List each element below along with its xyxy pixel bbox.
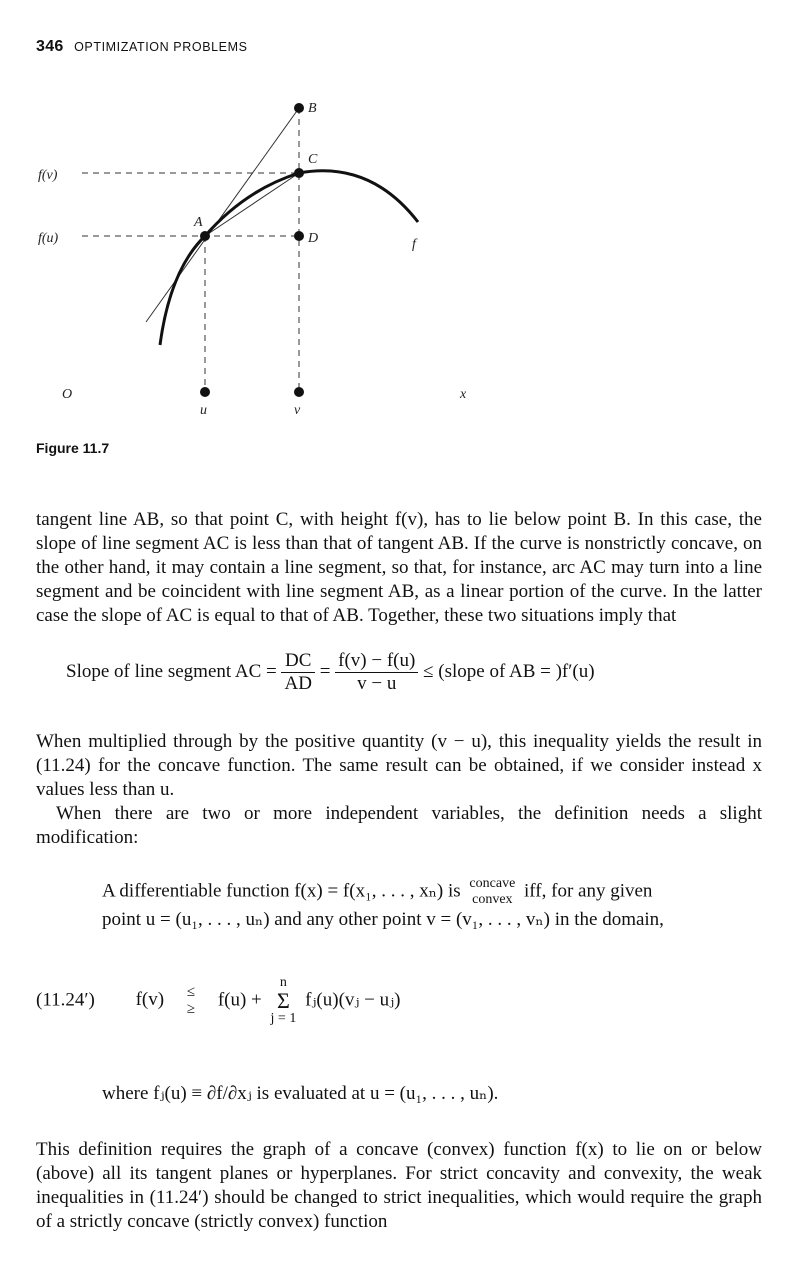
point-d bbox=[294, 231, 304, 241]
figure-11-7 bbox=[0, 0, 812, 440]
where-clause: where fⱼ(u) ≡ ∂f/∂xⱼ is evaluated at u = (u₁, . . . , uₙ). bbox=[102, 1083, 499, 1104]
paragraph-1: tangent line AB, so that point C, with height f(v), has to lie below point B. In this case, the slope of line segment AC is less than that of tangent AB. If the curve is nonstrictly concave, on the other hand, it may contain a line segment, so that, for instance, arc AC may turn into a line segment and be coincident with line segment AB, as a linear portion of the curve. In the latter case the slope of AC is equal to that of AB. Together, these two situations imply that bbox=[36, 509, 762, 626]
paragraph-3: When there are two or more independent variables, the definition needs a slight modification: bbox=[36, 803, 762, 848]
eq1-lhs: Slope of line segment AC = bbox=[66, 660, 277, 682]
point-c bbox=[294, 168, 304, 178]
point-a bbox=[200, 231, 210, 241]
figure-caption: Figure 11.7 bbox=[36, 440, 110, 456]
label-c: C bbox=[308, 152, 318, 167]
inequality-11-24-prime: (11.24′) f(v) ≤ ≥ f(u) + n Σ j = 1 fⱼ(u)(vⱼ − uⱼ) bbox=[36, 975, 401, 1026]
definition-line-2: point u = (u₁, . . . , uₙ) and any other point v = (v₁, . . . , vₙ) in the domain, bbox=[102, 909, 664, 930]
label-fu: f(u) bbox=[38, 231, 59, 246]
paragraph-2: When multiplied through by the positive quantity (v − u), this inequality yields the result in (11.24) for the concave function. The same result can be obtained, if we consider instead x values less than u. bbox=[36, 731, 762, 800]
fraction-dc-ad: $\frac{DC}{AD}$ bbox=[281, 650, 314, 695]
point-v bbox=[294, 387, 304, 397]
tangent-line-ab bbox=[146, 108, 299, 322]
running-title: OPTIMIZATION PROBLEMS bbox=[74, 40, 248, 54]
point-u bbox=[200, 387, 210, 397]
label-a: A bbox=[194, 215, 203, 230]
le-ge-brace: ≤ ≥ bbox=[186, 984, 196, 1017]
page-number: 346 bbox=[36, 38, 64, 55]
eq2-label: (11.24′) bbox=[36, 989, 95, 1011]
eq1-rhs: ≤ (slope of AB = )f′(u) bbox=[423, 660, 595, 682]
fraction-difference-quotient: $\frac{f(v) - f(u)}{v - u}$ bbox=[335, 650, 418, 695]
label-fv: f(v) bbox=[38, 168, 58, 183]
definition-line-1: A differentiable function f(x) = f(x₁, . . . , xₙ) is concave convex iff, for any given bbox=[102, 876, 653, 907]
label-curve-f: f bbox=[412, 237, 416, 252]
summation: n Σ j = 1 bbox=[270, 975, 297, 1026]
label-v: v bbox=[294, 403, 301, 418]
paragraph-4: This definition requires the graph of a concave (convex) function f(x) to lie on or below (above) all its tangent planes or hyperplanes. For strict concavity and convexity, the weak inequalities in (11.24′) should be changed to strict inequalities, which would require the graph of a strictly concave (strictly convex) function bbox=[36, 1139, 762, 1232]
label-d: D bbox=[308, 231, 319, 246]
concave-convex-brace: concave convex bbox=[469, 876, 516, 907]
label-x-axis: x bbox=[460, 387, 467, 402]
label-origin: O bbox=[62, 387, 73, 402]
inequality-1: Slope of line segment AC = $\frac{DC}{AD}$ = $\frac{f(v) - f(u)}{v - u}$ ≤ (slope of AB = )f′(u) bbox=[66, 650, 595, 694]
point-b bbox=[294, 103, 304, 113]
label-u: u bbox=[200, 403, 207, 418]
label-b: B bbox=[308, 101, 317, 116]
chord-ac bbox=[205, 173, 299, 236]
concave-curve bbox=[160, 171, 418, 345]
